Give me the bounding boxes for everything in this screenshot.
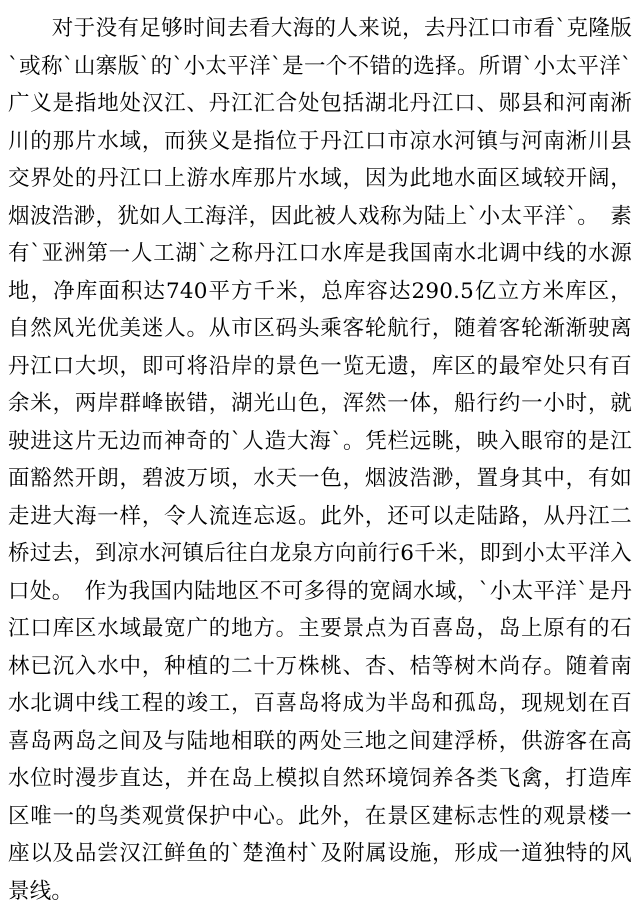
document-body-paragraph: 对于没有足够时间去看大海的人来说，去丹江口市看`克隆版`或称`山寨版`的`小太平洋`是一个不错的选择。所谓`小太平洋`广义是指地处汉江、丹江汇合处包括湖北丹江口、郧县和河南淅川的那片水域，而狭义是指位于丹江口市凉水河镇与河南淅川县交界处的丹江口上游水库那片水域，因为此地水面区域较开阔，烟波浩渺，犹如人工海洋，因此被人戏称为陆上`小太平洋`。 素有`亚洲第一人工湖`之称丹江口水库是我国南水北调中线的水源地，净库面积达740平方千米，总库容达290.5亿立方米库区，自然风光优美迷人。从市区码头乘客轮航行，随着客轮渐渐驶离丹江口大坝，即可将沿岸的景色一览无遗，库区的最窄处只有百余米，两岸群峰嵌错，湖光山色，浑然一体，船行约一小时，就驶进这片无边而神奇的`人造大海`。凭栏远眺，映入眼帘的是江面豁然开朗，碧波万顷，水天一色，烟波浩渺，置身其中，有如走进大海一样，令人流连忘返。此外，还可以走陆路，从丹江二桥过去，到凉水河镇后往白龙泉方向前行6千米，即到小太平洋入口处。 作为我国内陆地区不可多得的宽阔水域，`小太平洋`是丹江口库区水域最宽广的地方。主要景点为百喜岛，岛上原有的石林已沉入水中，种植的二十万株桃、杏、桔等树木尚存。随着南水北调中线工程的竣工，百喜岛将成为半岛和孤岛，现规划在百喜岛两岛之间及与陆地相联的两处三地之间建浮桥，供游客在高水位时漫步直达，并在岛上模拟自然环境饲养各类飞禽，打造库区唯一的鸟类观赏保护中心。此外，在景区建标志性的观景楼一座以及品尝汉江鲜鱼的`楚渔村`及附属设施，形成一道独特的风景线。 bbox=[8, 16, 632, 904]
